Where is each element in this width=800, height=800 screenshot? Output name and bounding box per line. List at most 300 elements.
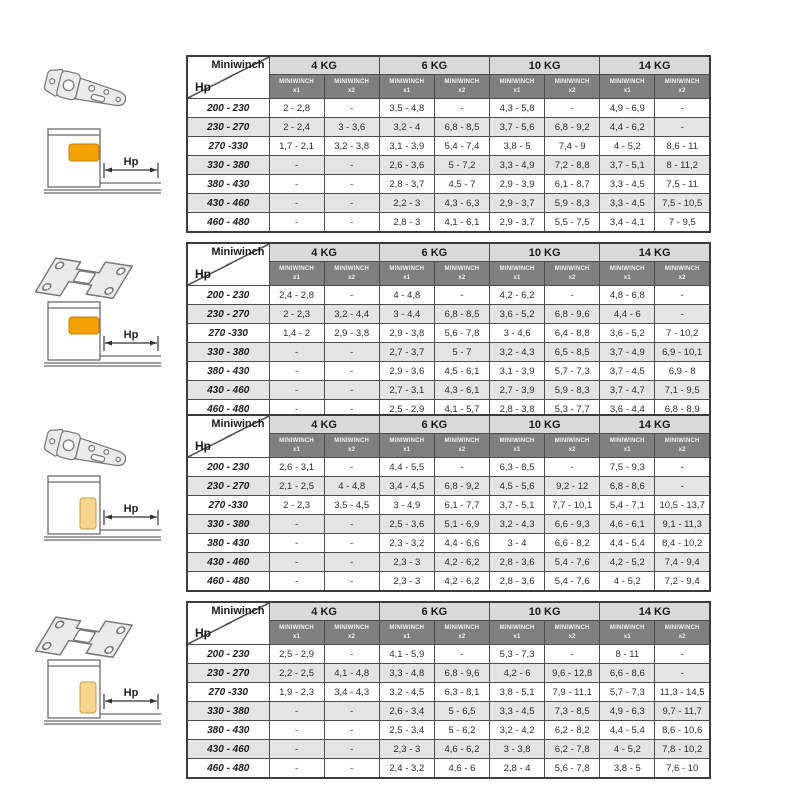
value-cell: 3,7 - 5,1 xyxy=(490,496,545,515)
hp-range-cell: 200 - 230 xyxy=(187,645,269,664)
value-cell: 4,1 - 4,8 xyxy=(324,664,379,683)
value-cell: 3,6 - 5,2 xyxy=(600,324,655,343)
value-cell: 3 - 3,8 xyxy=(490,740,545,759)
subheader-variant: x1 xyxy=(623,446,631,453)
subheader-variant: x2 xyxy=(568,446,576,453)
value-cell: - xyxy=(269,213,324,233)
hp-dimension-label: Hp xyxy=(123,503,139,515)
subheader-label: MINIWINCH xyxy=(279,437,314,444)
subheader-variant: x1 xyxy=(293,446,301,453)
value-cell: - xyxy=(269,343,324,362)
subheader-variant: x2 xyxy=(348,446,356,453)
value-cell: 6,1 - 7,7 xyxy=(434,496,489,515)
subheader-label: MINIWINCH xyxy=(334,78,370,85)
hp-range-cell: 330 - 380 xyxy=(187,156,269,175)
value-cell: 7,9 - 11,1 xyxy=(545,683,600,702)
value-cell: 4,2 - 5,2 xyxy=(600,553,655,572)
table-row xyxy=(187,194,710,213)
value-cell: 6,6 - 8,6 xyxy=(600,664,655,683)
subheader-label: MINIWINCH xyxy=(499,265,535,272)
subheader-label: MINIWINCH xyxy=(609,437,645,444)
value-cell: 7,5 - 11 xyxy=(655,175,710,194)
value-cell: 2,7 - 3,1 xyxy=(379,381,434,400)
value-cell: 9,6 - 12,8 xyxy=(545,664,600,683)
table-row xyxy=(187,213,710,233)
value-cell: 2,9 - 3,6 xyxy=(379,362,434,381)
subheader-variant: x1 xyxy=(513,446,521,453)
value-cell: - xyxy=(269,740,324,759)
value-cell: - xyxy=(324,759,379,779)
hp-range-cell: 430 - 460 xyxy=(187,553,269,572)
value-cell: - xyxy=(269,515,324,534)
value-cell: 4,3 - 5,8 xyxy=(490,99,545,118)
subheader-variant: x2 xyxy=(678,87,686,94)
subheader-label: MINIWINCH xyxy=(279,265,314,272)
value-cell: 7,5 - 10,5 xyxy=(655,194,710,213)
kg-group-header: 10 KG xyxy=(490,602,600,621)
subheader-variant: x1 xyxy=(293,87,301,94)
kg-group-header: 14 KG xyxy=(600,415,710,434)
value-cell: - xyxy=(655,664,710,683)
miniwinch-subheader xyxy=(379,75,434,99)
corner-header-cell xyxy=(187,243,269,286)
value-cell: 1,7 - 2,1 xyxy=(269,137,324,156)
value-cell: 3,7 - 4,9 xyxy=(600,343,655,362)
value-cell: - xyxy=(269,175,324,194)
value-cell: 3,8 - 5 xyxy=(490,137,545,156)
value-cell: 7,1 - 9,5 xyxy=(655,381,710,400)
value-cell: 4,1 - 5,7 xyxy=(434,400,489,420)
value-cell: - xyxy=(655,286,710,305)
value-cell: 7,5 - 9,3 xyxy=(600,458,655,477)
corner-header-cell xyxy=(187,415,269,458)
table-row xyxy=(187,99,710,118)
value-cell: 6,8 - 9,2 xyxy=(545,118,600,137)
table-row xyxy=(187,381,710,400)
value-cell: - xyxy=(324,213,379,233)
kg-group-header: 14 KG xyxy=(600,56,710,75)
value-cell: 9,1 - 11,3 xyxy=(655,515,710,534)
table-row xyxy=(187,496,710,515)
subheader-variant: x2 xyxy=(458,274,466,281)
value-cell: 2,9 - 3,7 xyxy=(490,194,545,213)
value-cell: 3 - 4,9 xyxy=(379,496,434,515)
table-row xyxy=(187,137,710,156)
miniwinch-subheader xyxy=(600,75,655,99)
corner-hp-label: Hp xyxy=(195,439,211,453)
corner-miniwinch-label: Miniwinch xyxy=(211,605,265,617)
cabinet-diagram xyxy=(42,298,168,372)
value-cell: 4 - 4,8 xyxy=(324,477,379,496)
value-cell: 3 - 4,6 xyxy=(490,324,545,343)
value-cell: 4,5 - 5,6 xyxy=(490,477,545,496)
value-cell: 5,3 - 7,3 xyxy=(490,645,545,664)
subheader-label: MINIWINCH xyxy=(554,437,590,444)
value-cell: - xyxy=(269,194,324,213)
value-cell: - xyxy=(655,99,710,118)
value-cell: 5,9 - 8,3 xyxy=(545,381,600,400)
subheader-variant: x2 xyxy=(458,87,466,94)
subheader-variant: x2 xyxy=(348,87,356,94)
value-cell: 2 - 2,3 xyxy=(269,305,324,324)
value-cell: 8 - 11 xyxy=(600,645,655,664)
value-cell: 7,2 - 9,4 xyxy=(655,572,710,592)
value-cell: - xyxy=(324,362,379,381)
corner-miniwinch-label: Miniwinch xyxy=(211,418,265,430)
value-cell: 3,4 - 4,3 xyxy=(324,683,379,702)
corner-miniwinch-label: Miniwinch xyxy=(211,246,265,258)
value-cell: 7,6 - 10 xyxy=(655,759,710,779)
value-cell: 4,3 - 6,1 xyxy=(434,381,489,400)
value-cell: 4,3 - 6,3 xyxy=(434,194,489,213)
value-cell: 7,7 - 10,1 xyxy=(545,496,600,515)
value-cell: 4 - 5,2 xyxy=(600,137,655,156)
value-cell: 4,6 - 6,2 xyxy=(434,740,489,759)
miniwinch-subheader xyxy=(269,621,324,645)
value-cell: 9,7 - 11,7 xyxy=(655,702,710,721)
hp-range-cell: 270 -330 xyxy=(187,683,269,702)
value-cell: 2,3 - 3 xyxy=(379,740,434,759)
hp-range-cell: 200 - 230 xyxy=(187,286,269,305)
table-row xyxy=(187,572,710,592)
subheader-variant: x2 xyxy=(348,633,356,640)
kg-group-header: 4 KG xyxy=(269,243,379,262)
value-cell: 2,8 - 3,8 xyxy=(490,400,545,420)
hp-dimension-label: Hp xyxy=(123,687,139,699)
value-cell: - xyxy=(324,534,379,553)
value-cell: 3,2 - 4,5 xyxy=(379,683,434,702)
hp-range-cell: 200 - 230 xyxy=(187,458,269,477)
value-cell: 5,6 - 7,8 xyxy=(434,324,489,343)
kg-group-header: 10 KG xyxy=(490,56,600,75)
value-cell: - xyxy=(324,194,379,213)
subheader-variant: x2 xyxy=(678,274,686,281)
value-cell: 2 - 2,4 xyxy=(269,118,324,137)
value-cell: - xyxy=(434,286,489,305)
value-cell: 3,3 - 4,5 xyxy=(490,702,545,721)
value-cell: 7 - 10,2 xyxy=(655,324,710,343)
value-cell: 2,2 - 3 xyxy=(379,194,434,213)
hp-range-cell: 230 - 270 xyxy=(187,305,269,324)
value-cell: 7 - 9,5 xyxy=(655,213,710,233)
value-cell: 2,6 - 3,4 xyxy=(379,702,434,721)
kg-group-header: 4 KG xyxy=(269,56,379,75)
corner-header-cell xyxy=(187,602,269,645)
subheader-label: MINIWINCH xyxy=(609,624,645,631)
value-cell: - xyxy=(434,99,489,118)
value-cell: - xyxy=(655,477,710,496)
value-cell: 6,8 - 8,6 xyxy=(600,477,655,496)
miniwinch-subheader xyxy=(269,262,324,286)
value-cell: 7,4 - 9,4 xyxy=(655,553,710,572)
kg-group-header: 14 KG xyxy=(600,602,710,621)
miniwinch-subheader xyxy=(324,262,379,286)
value-cell: 2,2 - 2,5 xyxy=(269,664,324,683)
value-cell: 4,2 - 6 xyxy=(490,664,545,683)
subheader-label: MINIWINCH xyxy=(499,624,535,631)
kg-group-header: 6 KG xyxy=(379,602,489,621)
subheader-variant: x2 xyxy=(458,633,466,640)
vertical-door-marker xyxy=(80,682,96,713)
value-cell: 2,6 - 3,6 xyxy=(379,156,434,175)
corner-miniwinch-label: Miniwinch xyxy=(211,59,265,71)
miniwinch-subheader xyxy=(379,621,434,645)
table-row xyxy=(187,305,710,324)
value-cell: 3,8 - 5,1 xyxy=(490,683,545,702)
value-cell: 7,3 - 8,5 xyxy=(545,702,600,721)
value-cell: 3,7 - 4,5 xyxy=(600,362,655,381)
value-cell: 2,7 - 3,9 xyxy=(490,381,545,400)
value-cell: 5 - 7 xyxy=(434,343,489,362)
subheader-label: MINIWINCH xyxy=(499,437,535,444)
value-cell: 3,5 - 4,5 xyxy=(324,496,379,515)
hp-range-cell: 330 - 380 xyxy=(187,702,269,721)
miniwinch-subheader xyxy=(655,262,710,286)
value-cell: 3,3 - 4,8 xyxy=(379,664,434,683)
value-cell: - xyxy=(324,553,379,572)
value-cell: 2,9 - 3,8 xyxy=(324,324,379,343)
value-cell: 3,2 - 4,3 xyxy=(490,343,545,362)
value-cell: 2,9 - 3,7 xyxy=(490,213,545,233)
value-cell: 2,4 - 2,8 xyxy=(269,286,324,305)
value-cell: 4 - 5,2 xyxy=(600,572,655,592)
value-cell: 2,8 - 3,6 xyxy=(490,572,545,592)
miniwinch-subheader xyxy=(655,621,710,645)
miniwinch-subheader xyxy=(600,434,655,458)
subheader-variant: x2 xyxy=(568,274,576,281)
hp-range-cell: 460 - 480 xyxy=(187,572,269,592)
value-cell: 3,6 - 5,2 xyxy=(490,305,545,324)
subheader-variant: x1 xyxy=(403,274,411,281)
miniwinch-subheader xyxy=(545,434,600,458)
value-cell: 8,6 - 11 xyxy=(655,137,710,156)
value-cell: - xyxy=(545,458,600,477)
table-row xyxy=(187,683,710,702)
value-cell: - xyxy=(545,286,600,305)
value-cell: 11,3 - 14,5 xyxy=(655,683,710,702)
table-row xyxy=(187,118,710,137)
value-cell: - xyxy=(324,156,379,175)
subheader-label: MINIWINCH xyxy=(609,265,645,272)
value-cell: 5,7 - 7,3 xyxy=(545,362,600,381)
table-row xyxy=(187,156,710,175)
hp-range-cell: 230 - 270 xyxy=(187,118,269,137)
miniwinch-subheader xyxy=(434,621,489,645)
value-cell: 6,9 - 8 xyxy=(655,362,710,381)
table-row xyxy=(187,458,710,477)
value-cell: 8,4 - 10,2 xyxy=(655,534,710,553)
vertical-door-marker xyxy=(80,498,96,529)
cabinet-diagram xyxy=(42,472,168,546)
value-cell: 5,3 - 7,7 xyxy=(545,400,600,420)
value-cell: - xyxy=(269,156,324,175)
hp-range-cell: 270 -330 xyxy=(187,496,269,515)
table-row xyxy=(187,362,710,381)
subheader-label: MINIWINCH xyxy=(389,437,425,444)
subheader-label: MINIWINCH xyxy=(334,624,370,631)
value-cell: 3,5 - 4,8 xyxy=(379,99,434,118)
value-cell: 2,3 - 3 xyxy=(379,572,434,592)
value-cell: - xyxy=(269,572,324,592)
value-cell: 2,5 - 3,4 xyxy=(379,721,434,740)
subheader-label: MINIWINCH xyxy=(444,78,480,85)
value-cell: 7,4 - 9 xyxy=(545,137,600,156)
table-row xyxy=(187,664,710,683)
table-row xyxy=(187,702,710,721)
value-cell: 2,6 - 3,1 xyxy=(269,458,324,477)
value-cell: 5,5 - 7,5 xyxy=(545,213,600,233)
value-cell: 4,4 - 6 xyxy=(600,305,655,324)
table-row xyxy=(187,286,710,305)
subheader-label: MINIWINCH xyxy=(554,78,590,85)
value-cell: - xyxy=(324,740,379,759)
miniwinch-subheader xyxy=(434,262,489,286)
table-row xyxy=(187,175,710,194)
subheader-label: MINIWINCH xyxy=(279,624,314,631)
value-cell: 6,8 - 9,6 xyxy=(545,305,600,324)
miniwinch-subheader xyxy=(490,75,545,99)
value-cell: - xyxy=(269,553,324,572)
value-cell: 6,3 - 8,5 xyxy=(490,458,545,477)
value-cell: 5,4 - 7,4 xyxy=(434,137,489,156)
miniwinch-subheader xyxy=(269,434,324,458)
miniwinch-subheader xyxy=(434,434,489,458)
kg-group-header: 14 KG xyxy=(600,243,710,262)
subheader-variant: x2 xyxy=(678,446,686,453)
miniwinch-subheader xyxy=(490,262,545,286)
subheader-variant: x1 xyxy=(623,274,631,281)
value-cell: 8 - 11,2 xyxy=(655,156,710,175)
subheader-variant: x1 xyxy=(623,633,631,640)
value-cell: 2,8 - 3 xyxy=(379,213,434,233)
value-cell: 3,3 - 4,5 xyxy=(600,175,655,194)
subheader-label: MINIWINCH xyxy=(334,265,370,272)
value-cell: - xyxy=(269,759,324,779)
subheader-label: MINIWINCH xyxy=(664,78,700,85)
value-cell: 4,6 - 6 xyxy=(434,759,489,779)
hp-range-cell: 330 - 380 xyxy=(187,343,269,362)
subheader-variant: x1 xyxy=(403,87,411,94)
corner-hp-label: Hp xyxy=(195,626,211,640)
value-cell: 3 - 3,6 xyxy=(324,118,379,137)
value-cell: - xyxy=(324,458,379,477)
kg-group-header: 4 KG xyxy=(269,602,379,621)
value-cell: - xyxy=(269,381,324,400)
hp-range-cell: 430 - 460 xyxy=(187,381,269,400)
subheader-variant: x1 xyxy=(623,87,631,94)
hp-range-cell: 230 - 270 xyxy=(187,477,269,496)
value-cell: 5 - 7,2 xyxy=(434,156,489,175)
value-cell: 6,9 - 10,1 xyxy=(655,343,710,362)
subheader-variant: x1 xyxy=(403,446,411,453)
hp-range-cell: 380 - 430 xyxy=(187,362,269,381)
miniwinch-subheader xyxy=(655,434,710,458)
value-cell: 4,5 - 6,1 xyxy=(434,362,489,381)
value-cell: 4,6 - 6,1 xyxy=(600,515,655,534)
subheader-variant: x1 xyxy=(293,274,301,281)
value-cell: 3,2 - 4 xyxy=(379,118,434,137)
miniwinch-subheader xyxy=(655,75,710,99)
table-row xyxy=(187,740,710,759)
subheader-label: MINIWINCH xyxy=(664,265,700,272)
subheader-label: MINIWINCH xyxy=(334,437,370,444)
value-cell: 3,2 - 4,3 xyxy=(490,515,545,534)
value-cell: 4 - 4,8 xyxy=(379,286,434,305)
subheader-label: MINIWINCH xyxy=(554,265,590,272)
subheader-label: MINIWINCH xyxy=(664,437,700,444)
value-cell: - xyxy=(324,645,379,664)
value-cell: 4,9 - 6,3 xyxy=(600,702,655,721)
value-cell: 2,5 - 2,9 xyxy=(379,400,434,420)
kg-group-header: 6 KG xyxy=(379,243,489,262)
hp-range-cell: 330 - 380 xyxy=(187,515,269,534)
kg-group-header: 10 KG xyxy=(490,415,600,434)
value-cell: 5,7 - 7,3 xyxy=(600,683,655,702)
value-cell: - xyxy=(269,400,324,420)
table-row xyxy=(187,759,710,779)
value-cell: 3,1 - 3,9 xyxy=(379,137,434,156)
value-cell: 6,2 - 7,8 xyxy=(545,740,600,759)
corner-hp-label: Hp xyxy=(195,267,211,281)
hp-range-cell: 460 - 480 xyxy=(187,213,269,233)
miniwinch-subheader xyxy=(324,434,379,458)
subheader-variant: x1 xyxy=(513,274,521,281)
subheader-variant: x2 xyxy=(678,633,686,640)
value-cell: 5,1 - 6,9 xyxy=(434,515,489,534)
value-cell: 3 - 4,4 xyxy=(379,305,434,324)
value-cell: 4,4 - 6,2 xyxy=(600,118,655,137)
value-cell: - xyxy=(324,286,379,305)
miniwinch-subheader xyxy=(545,621,600,645)
value-cell: - xyxy=(324,702,379,721)
subheader-variant: x1 xyxy=(513,87,521,94)
value-cell: 5,6 - 7,8 xyxy=(545,759,600,779)
value-cell: 1,9 - 2,3 xyxy=(269,683,324,702)
value-cell: 7,8 - 10,2 xyxy=(655,740,710,759)
hp-range-cell: 380 - 430 xyxy=(187,175,269,194)
value-cell: 4 - 5,2 xyxy=(600,740,655,759)
value-cell: 4,4 - 6,6 xyxy=(434,534,489,553)
value-cell: 2,9 - 3,9 xyxy=(490,175,545,194)
value-cell: - xyxy=(324,400,379,420)
value-cell: 10,5 - 13,7 xyxy=(655,496,710,515)
value-cell: 4,4 - 5,5 xyxy=(379,458,434,477)
value-cell: - xyxy=(269,534,324,553)
value-cell: - xyxy=(324,572,379,592)
value-cell: 2,3 - 3 xyxy=(379,553,434,572)
subheader-label: MINIWINCH xyxy=(554,624,590,631)
value-cell: 6,8 - 9,2 xyxy=(434,477,489,496)
hp-range-cell: 270 -330 xyxy=(187,137,269,156)
miniwinch-subheader xyxy=(269,75,324,99)
value-cell: 3 - 4 xyxy=(490,534,545,553)
miniwinch-subheader xyxy=(434,75,489,99)
subheader-label: MINIWINCH xyxy=(279,78,314,85)
value-cell: 6,3 - 8,1 xyxy=(434,683,489,702)
hp-range-cell: 430 - 460 xyxy=(187,194,269,213)
value-cell: 3,3 - 4,9 xyxy=(490,156,545,175)
table-row xyxy=(187,534,710,553)
miniwinch-subheader xyxy=(545,262,600,286)
value-cell: 3,6 - 4,4 xyxy=(600,400,655,420)
value-cell: 3,2 - 4,4 xyxy=(324,305,379,324)
value-cell: 2 - 2,3 xyxy=(269,496,324,515)
hp-range-cell: 230 - 270 xyxy=(187,664,269,683)
miniwinch-subheader xyxy=(490,434,545,458)
hp-range-cell: 380 - 430 xyxy=(187,534,269,553)
miniwinch-table-2 xyxy=(186,242,711,420)
kg-group-header: 10 KG xyxy=(490,243,600,262)
